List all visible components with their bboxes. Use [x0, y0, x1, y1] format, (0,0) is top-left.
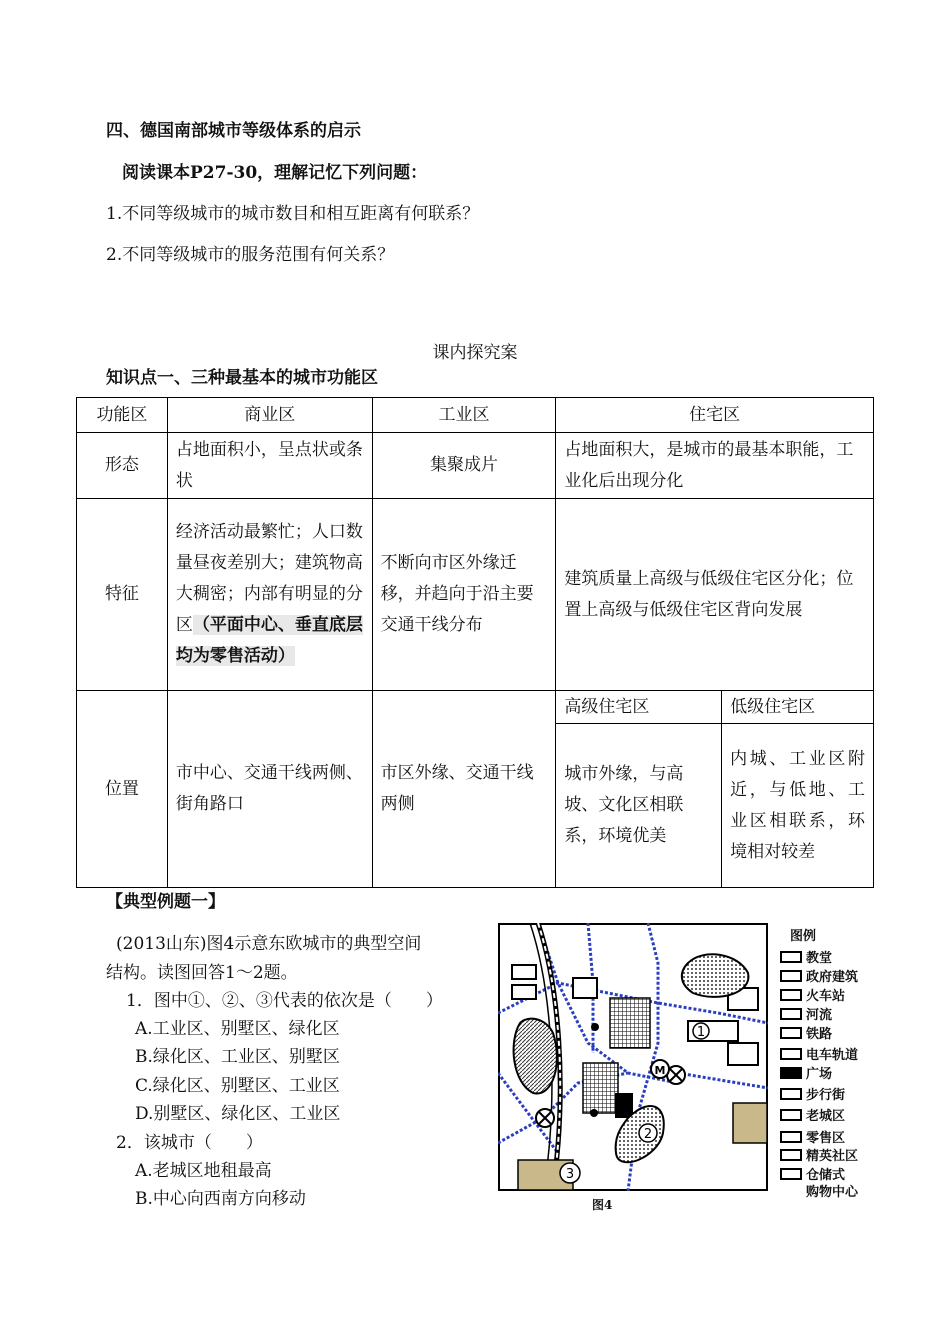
legend-train-station: 火车站 — [780, 985, 845, 1004]
option-1a: A.工业区、别墅区、绿化区 — [135, 1019, 340, 1039]
cell-residential-form: 占地面积大，是城市的最基本职能，工业化后出现分化 — [556, 433, 874, 499]
legend-railway: 铁路 — [780, 1023, 832, 1042]
star-icon — [780, 970, 802, 982]
row-label-form: 形态 — [77, 433, 168, 499]
legend-tram: 电车轨道 — [780, 1044, 858, 1063]
cell-high-residential-location: 城市外缘，与高坡、文化区相联系，环境优美 — [556, 724, 722, 888]
header-function-zone: 功能区 — [77, 398, 168, 433]
map-marker-2: 2 — [643, 1127, 653, 1142]
question-2: 2.不同等级城市的服务范围有何关系？ — [106, 245, 395, 265]
map-marker-3: 3 — [565, 1167, 575, 1182]
river-icon — [780, 1008, 802, 1020]
option-1b: B.绿化区、工业区、别墅区 — [135, 1047, 340, 1067]
city-structure-map — [498, 923, 768, 1191]
legend-pedestrian-street: 步行街 — [780, 1084, 845, 1103]
pedestrian-icon — [780, 1088, 802, 1100]
example-heading: 【典型例题一】 — [106, 892, 225, 912]
warehouse-m-icon — [780, 1168, 802, 1180]
tram-icon — [780, 1048, 802, 1060]
row-label-location: 位置 — [77, 691, 168, 888]
option-1d: D.别墅区、绿化区、工业区 — [135, 1104, 341, 1124]
subheader-high-residential: 高级住宅区 — [556, 691, 722, 724]
section-heading: 四、德国南部城市等级体系的启示 — [106, 121, 361, 141]
svg-text:M: M — [654, 1064, 666, 1077]
legend-church: 教堂 — [780, 947, 832, 966]
subheader-low-residential: 低级住宅区 — [722, 691, 874, 724]
cell-industrial-form: 集聚成片 — [372, 433, 556, 499]
railway-icon — [780, 1027, 802, 1039]
map-marker-1: 1 — [696, 1025, 706, 1040]
square-icon — [780, 1067, 802, 1079]
figure-caption: 图4 — [592, 1198, 613, 1212]
example-question-2: 2．该城市（ ） — [116, 1133, 263, 1153]
cell-commercial-features — [167, 499, 372, 691]
retail-icon — [780, 1131, 802, 1143]
legend-elite: 精英社区 — [780, 1145, 858, 1164]
legend-government: 政府建筑 — [780, 966, 858, 985]
cell-low-residential-location: 内城、工业区附近，与低地、工业区相联系，环境相对较差 — [722, 724, 874, 888]
cell-industrial-location: 市区外缘、交通干线两侧 — [372, 691, 556, 888]
commercial-features-text: 经济活动最繁忙；人口数量昼夜差别大；建筑物高大稠密；内部有明显的分区 — [175, 522, 363, 635]
old-town-icon — [780, 1109, 802, 1121]
legend-warehouse-line2: 购物中心 — [806, 1185, 859, 1200]
legend-square: 广场 — [780, 1063, 832, 1082]
example-intro-line1: (2013山东)图4示意东欧城市的典型空间 — [116, 934, 422, 954]
question-1: 1.不同等级城市的城市数目和相互距离有何联系？ — [106, 204, 480, 224]
legend-warehouse: 仓储式 — [780, 1164, 845, 1183]
train-station-icon — [780, 989, 802, 1001]
knowledge-point-title: 知识点一、三种最基本的城市功能区 — [106, 368, 378, 388]
header-residential: 住宅区 — [556, 398, 874, 433]
option-2b: B.中心向西南方向移动 — [135, 1189, 306, 1209]
legend-old-town: 老城区 — [780, 1105, 845, 1124]
inclass-title: 课内探究案 — [432, 343, 518, 363]
commercial-features-highlight: （平面中心、垂直底层均为零售活动） — [175, 615, 363, 666]
header-commercial: 商业区 — [167, 398, 372, 433]
example-intro-line2: 结构。读图回答1～2题。 — [106, 963, 298, 983]
cell-residential-features: 建筑质量上高级与低级住宅区分化；位置上高级与低级住宅区背向发展 — [556, 499, 874, 691]
reading-instruction: 阅读课本P27-30，理解记忆下列问题： — [122, 163, 428, 183]
cell-industrial-features: 不断向市区外缘迁移，并趋向于沿主要交通干线分布 — [372, 499, 556, 691]
legend-title: 图例 — [790, 929, 817, 944]
option-2a: A.老城区地租最高 — [135, 1161, 272, 1181]
legend-river: 河流 — [780, 1004, 832, 1023]
legend-retail: 零售区 — [780, 1127, 845, 1146]
example-question-1: 1．图中①、②、③代表的依次是（ ） — [126, 991, 443, 1011]
church-icon — [780, 951, 802, 963]
function-zone-table — [76, 397, 874, 888]
elite-icon — [780, 1149, 802, 1161]
header-industrial: 工业区 — [372, 398, 556, 433]
row-label-features: 特征 — [77, 499, 168, 691]
option-1c: C.绿化区、别墅区、工业区 — [135, 1076, 340, 1096]
cell-commercial-form: 占地面积小，呈点状或条状 — [167, 433, 372, 499]
cell-commercial-location: 市中心、交通干线两侧、街角路口 — [167, 691, 372, 888]
